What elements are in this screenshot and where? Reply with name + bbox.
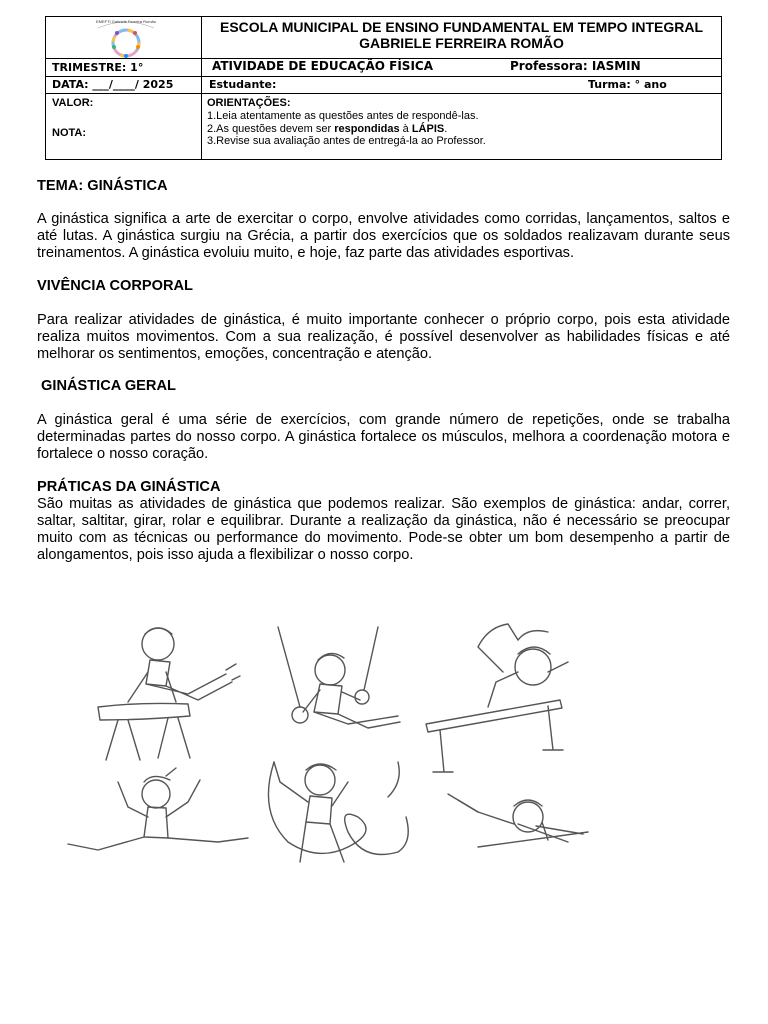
row-divider bbox=[46, 93, 721, 94]
vivencia-paragraph bbox=[37, 312, 730, 363]
orientation-2-text: . bbox=[444, 123, 448, 135]
bar-gymnast-icon bbox=[448, 794, 588, 847]
student-field[interactable]: Estudante: bbox=[209, 78, 277, 91]
valor-label: VALOR: bbox=[52, 97, 94, 109]
trimestre-label: TRIMESTRE: 1° bbox=[52, 61, 144, 74]
date-field[interactable]: DATA: ___/____/ 2025 bbox=[52, 78, 174, 91]
rings-gymnast-icon bbox=[278, 627, 400, 728]
praticas-paragraph bbox=[37, 496, 730, 564]
vivencia-heading: VIVÊNCIA CORPORAL bbox=[37, 278, 193, 294]
teacher-name: Professora: IASMIN bbox=[510, 59, 641, 73]
school-logo-icon bbox=[76, 19, 176, 59]
orientation-2-bold: respondidas bbox=[334, 123, 400, 135]
school-name-line1: ESCOLA MUNICIPAL DE ENSINO FUNDAMENTAL EM TEMPO INTEGRAL bbox=[219, 19, 703, 35]
geral-paragraph bbox=[37, 412, 730, 463]
school-name-line2: GABRIELE FERREIRA ROMÃO bbox=[359, 35, 564, 51]
gymnastics-illustrations bbox=[48, 612, 628, 874]
orientation-item-1: 1.Leia atentamente as questões antes de respondê-las. bbox=[207, 110, 479, 122]
split-leap-gymnast-icon bbox=[68, 768, 248, 850]
orientation-item-3: 3.Revise sua avaliação antes de entregá-la ao Professor. bbox=[207, 135, 486, 147]
praticas-text: São muitas as atividades de ginástica que podemos realizar. São exemplos de ginástica: andar, correr, saltar, saltitar, girar, rolar e equilibrar. Durante a realização da ginástica, não é necessário se preocupar muito com as técnicas ou performance do movimento. Pode-se obter um bom desempenho a partir de alongamentos, pois isso ajuda a flexibilizar o nosso corpo. bbox=[37, 496, 730, 563]
geral-heading: GINÁSTICA GERAL bbox=[37, 378, 176, 394]
orientation-2-text: 2.As questões devem ser bbox=[207, 123, 335, 135]
ribbon-gymnast-icon bbox=[268, 762, 408, 862]
school-name bbox=[202, 19, 721, 51]
tema-paragraph bbox=[37, 211, 730, 262]
orientation-2-bold: LÁPIS bbox=[411, 123, 445, 135]
tema-text: A ginástica significa a arte de exercitar o corpo, envolve atividades como corridas, lançamentos, saltos e até lutas. A ginástica surgiu na Grécia, a partir dos exercícios que os soldados realizavam durante seus treinamentos. A ginástica evoluiu muito, e hoje, faz parte das atividades esportivas. bbox=[37, 211, 730, 261]
balance-beam-gymnast-icon bbox=[426, 624, 568, 772]
praticas-heading: PRÁTICAS DA GINÁSTICA bbox=[37, 479, 221, 495]
header-table bbox=[45, 16, 722, 160]
orientacoes-title: ORIENTAÇÕES: bbox=[207, 97, 291, 109]
tema-heading: TEMA: GINÁSTICA bbox=[37, 178, 168, 194]
geral-text: A ginástica geral é uma série de exercícios, com grande número de repetições, onde se trabalha determinadas partes do nosso corpo. A ginástica fortalece os músculos, melhora a coordenação motora e fortalece o nosso coração. bbox=[37, 412, 730, 462]
orientation-2-text: à bbox=[399, 123, 412, 135]
class-field[interactable]: Turma: ° ano bbox=[588, 78, 667, 91]
nota-label: NOTA: bbox=[52, 127, 87, 139]
vivencia-text: Para realizar atividades de ginástica, é muito importante conhecer o próprio corpo, pois esta atividade realiza muitos movimentos. Com a sua realização, é possível desenvolver as habilidades físicas e até melhorar os sentimentos, emoções, concentração e atenção. bbox=[37, 312, 730, 362]
row-divider bbox=[46, 76, 721, 77]
activity-title: ATIVIDADE DE EDUCAÇÃO FÍSICA bbox=[212, 59, 434, 73]
pommel-horse-gymnast-icon bbox=[98, 628, 240, 760]
logo-caption: EMEFTI Gabriele Ferreira Romão bbox=[95, 19, 156, 24]
